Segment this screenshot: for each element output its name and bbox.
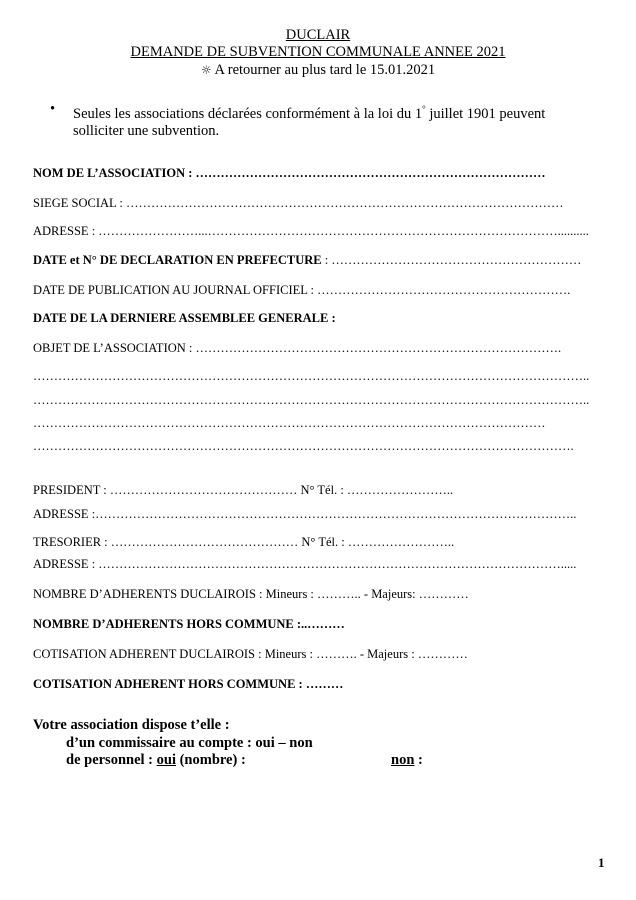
notice-sup: ° xyxy=(422,104,426,114)
notice-line1-b: juillet 1901 peuvent xyxy=(425,105,546,122)
field-objet[interactable]: OBJET DE L’ASSOCIATION : ……………………………………………………………………………. xyxy=(33,341,562,355)
field-declaration[interactable] xyxy=(33,253,581,268)
field-publication[interactable]: DATE DE PUBLICATION AU JOURNAL OFFICIEL : ……………………………………………………. xyxy=(33,283,571,297)
field-president[interactable]: PRESIDENT : ……………………………………… N° Tél. : …………………….. xyxy=(33,483,454,497)
field-cotisation-duclair[interactable]: COTISATION ADHERENT DUCLAIROIS : Mineurs : ………. - Majeurs : ………… xyxy=(33,647,468,661)
sun-icon: ☼ xyxy=(200,63,212,77)
field-siege-social[interactable]: SIEGE SOCIAL : …………………………………………………………………………………………… xyxy=(33,196,564,210)
personnel-nombre: (nombre) : xyxy=(175,752,246,768)
question-commissaire[interactable]: d’un commissaire au compte : oui – non xyxy=(66,735,313,751)
objet-line[interactable]: …………………………………………………………………………………………………………………….. xyxy=(33,393,590,407)
town-title: DUCLAIR xyxy=(285,27,351,43)
declaration-label: DATE et N° DE DECLARATION EN PREFECTURE xyxy=(33,253,322,267)
field-tresorier[interactable]: TRESORIER : ……………………………………… N° Tél. : …………………….. xyxy=(33,535,455,549)
deadline-text: A retourner au plus tard le 15.01.2021 xyxy=(214,62,436,78)
page-number: 1 xyxy=(598,855,605,870)
declaration-dots: : …………………………………………………… xyxy=(321,253,582,267)
bullet: • xyxy=(50,101,56,117)
field-cotisation-hors[interactable]: COTISATION ADHERENT HORS COMMUNE : ……… xyxy=(33,677,344,691)
field-assemblee[interactable]: DATE DE LA DERNIERE ASSEMBLEE GENERALE : xyxy=(33,311,336,325)
notice-line1-a: Seules les associations déclarées conformément à la loi du 1 xyxy=(73,105,423,122)
personnel-non-colon: : xyxy=(414,752,423,768)
field-tresorier-adresse[interactable]: ADRESSE : …………………………………………………………………………………………………..... xyxy=(33,557,577,571)
question-personnel[interactable] xyxy=(66,753,246,768)
objet-line[interactable]: …………………………………………………………………………………………………………………….. xyxy=(33,369,590,383)
personnel-oui[interactable]: oui xyxy=(156,752,176,768)
field-adherents-duclair[interactable]: NOMBRE D’ADHERENTS DUCLAIROIS : Mineurs : ……….. - Majeurs: ………… xyxy=(33,587,469,601)
personnel-non[interactable]: non xyxy=(391,752,415,768)
question-intro: Votre association dispose t’elle : xyxy=(33,717,230,733)
field-adresse[interactable]: ADRESSE : ……………………...………………………………………………………………………….......... xyxy=(33,224,589,238)
notice-line2: solliciter une subvention. xyxy=(73,122,220,139)
field-president-adresse[interactable]: ADRESSE :…………………………………………………………………………………………………….. xyxy=(33,507,577,521)
deadline-line xyxy=(0,62,636,79)
notice-text xyxy=(73,101,593,140)
objet-line[interactable]: …………………………………………………………………………………………………………… xyxy=(33,416,546,430)
question-personnel-non[interactable] xyxy=(391,753,423,768)
form-title: DEMANDE DE SUBVENTION COMMUNALE ANNEE 2021 xyxy=(130,44,506,60)
objet-line[interactable]: …………………………………………………………………………………………………………………. xyxy=(33,439,574,453)
field-association-name[interactable]: NOM DE L’ASSOCIATION : ………………………………………………………………………… xyxy=(33,166,546,180)
field-adherents-hors[interactable]: NOMBRE D’ADHERENTS HORS COMMUNE :..……… xyxy=(33,617,345,631)
personnel-label: de personnel : xyxy=(66,752,157,768)
